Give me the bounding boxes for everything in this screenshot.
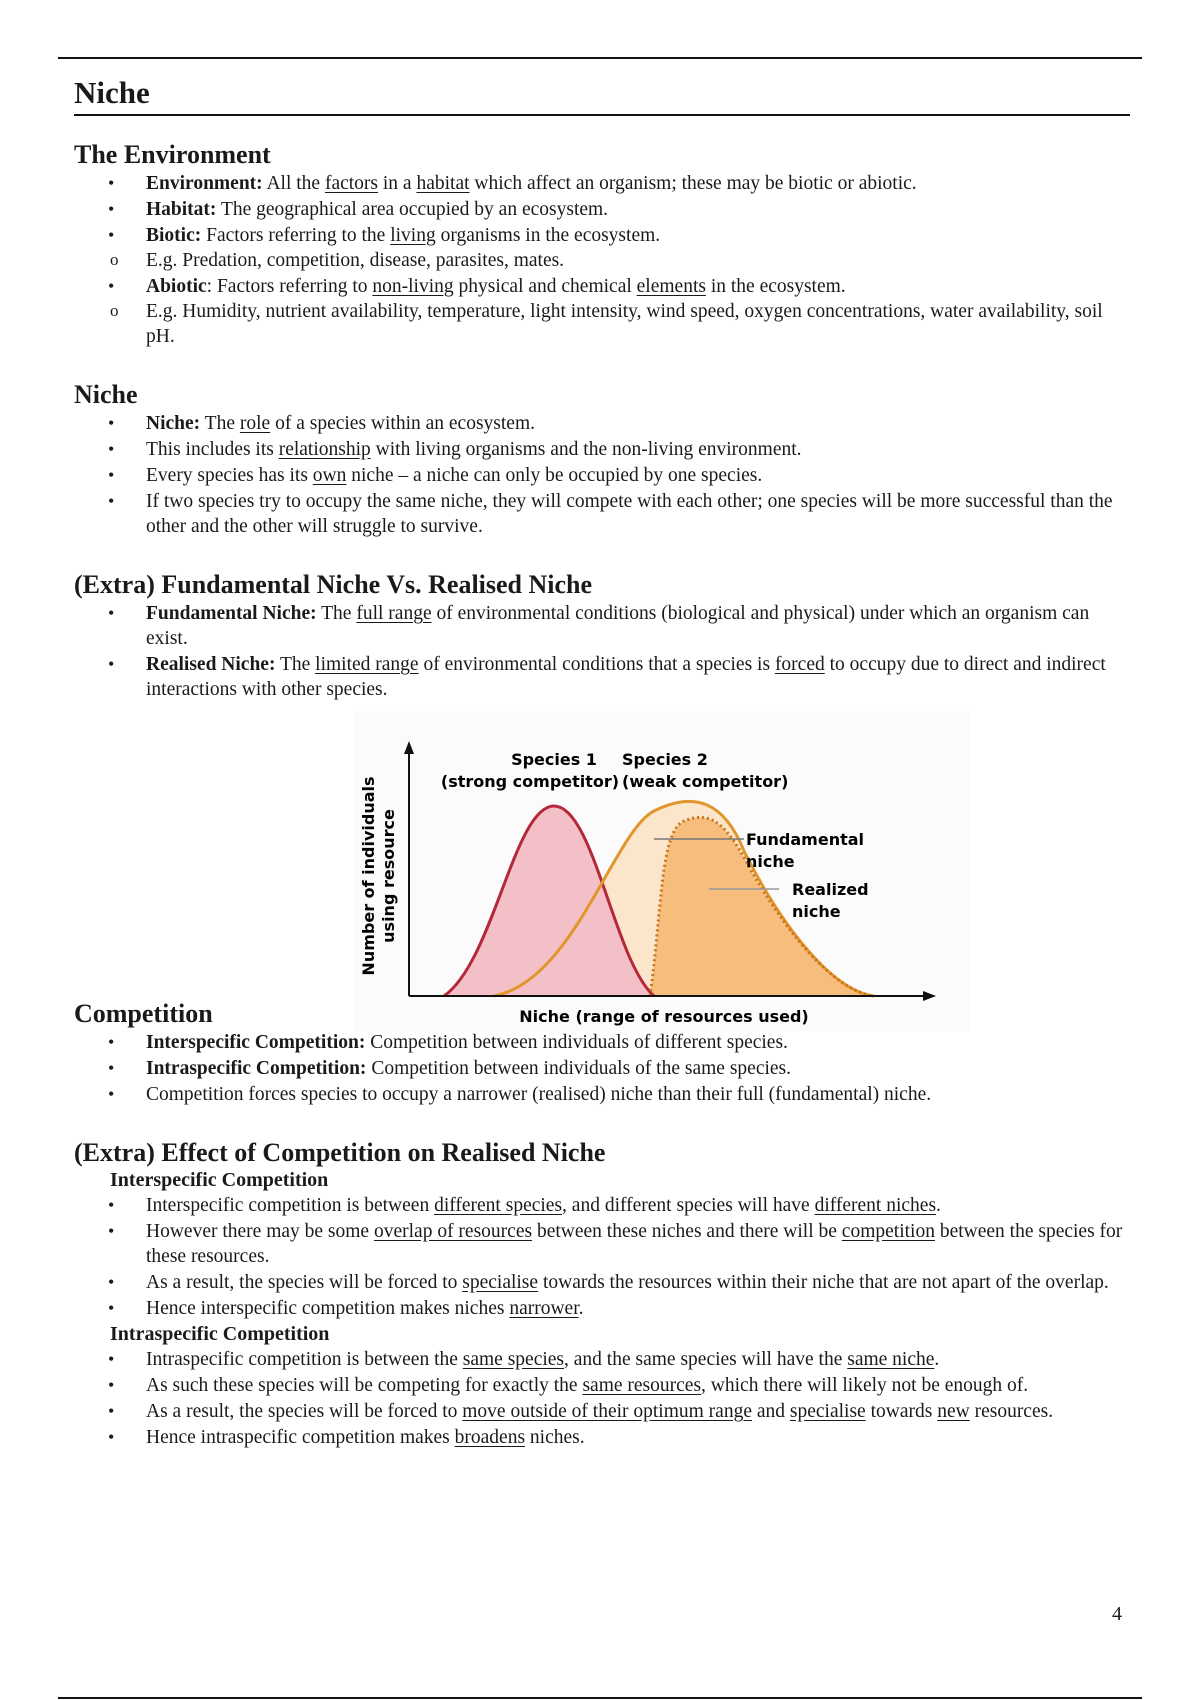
interspecific-list (74, 1193, 1134, 1321)
environment-list (74, 171, 1134, 349)
realized-label: Realized (792, 880, 869, 899)
fundamental-label: Fundamental (746, 830, 865, 849)
species2-sublabel: (weak competitor) (622, 772, 789, 791)
list-item: • Interspecific Competition: Competition between individuals of different species. (74, 1030, 1134, 1055)
niche-chart (354, 711, 970, 1031)
effect-heading: (Extra) Effect of Competition on Realised Niche (74, 1138, 606, 1167)
competition-list (74, 1030, 1134, 1107)
species1-label: Species 1 (511, 750, 597, 769)
fundamental-list (74, 601, 1134, 702)
list-item: • Fundamental Niche: The full range of environmental conditions (biological and physical) under which an organism can exist. (74, 601, 1134, 651)
list-item: • Hence interspecific competition makes niches narrower. (74, 1296, 1134, 1321)
list-item: • Realised Niche: The limited range of environmental conditions that a species is forced to occupy due to direct and indirect interactions with other species. (74, 652, 1134, 702)
list-item: • If two species try to occupy the same niche, they will compete with each other; one species will be more successful than the other and the other will struggle to survive. (74, 489, 1134, 539)
list-item: • This includes its relationship with living organisms and the non-living environment. (74, 437, 1134, 462)
x-axis-label: Niche (range of resources used) (519, 1007, 809, 1026)
list-item: • However there may be some overlap of resources between these niches and there will be competition between the species for these resources. (74, 1219, 1134, 1269)
fundamental-label-2: niche (746, 852, 795, 871)
niche-heading: Niche (74, 380, 138, 409)
environment-heading: The Environment (74, 140, 271, 169)
list-item: • As such these species will be competing for exactly the same resources, which there will likely not be enough of. (74, 1373, 1134, 1398)
list-item: • Environment: All the factors in a habitat which affect an organism; these may be biotic or abiotic. (74, 171, 1134, 196)
y-axis-label-2: using resource (379, 809, 398, 943)
list-item: • Every species has its own niche – a niche can only be occupied by one species. (74, 463, 1134, 488)
niche-chart-svg (354, 711, 970, 1031)
list-item: • Biotic: Factors referring to the living organisms in the ecosystem. o E.g. Predation, competition, disease, parasites, mates. (74, 223, 1134, 273)
fundamental-heading: (Extra) Fundamental Niche Vs. Realised Niche (74, 570, 593, 599)
list-item: • Intraspecific Competition: Competition between individuals of the same species. (74, 1056, 1134, 1081)
sub-list-item: o E.g. Humidity, nutrient availability, temperature, light intensity, wind speed, oxygen concentrations, water availability, soil pH. (74, 299, 1134, 349)
list-item: • Competition forces species to occupy a narrower (realised) niche than their full (fundamental) niche. (74, 1082, 1134, 1107)
interspecific-subheading: Interspecific Competition (110, 1169, 329, 1191)
page-title: Niche (74, 76, 1130, 116)
intraspecific-list (74, 1347, 1134, 1450)
species2-label: Species 2 (622, 750, 708, 769)
sub-list-item: o E.g. Predation, competition, disease, parasites, mates. (74, 248, 1134, 273)
y-axis-arrow (404, 741, 414, 754)
x-axis-arrow (923, 991, 936, 1001)
species1-sublabel: (strong competitor) (440, 772, 620, 791)
list-item: • Abiotic: Factors referring to non-living physical and chemical elements in the ecosystem. o E.g. Humidity, nutrient availability, temperature, light intensity, wind speed, oxygen concentrations, water availability, soil pH. (74, 274, 1134, 349)
top-rule (58, 57, 1142, 59)
realized-label-2: niche (792, 902, 841, 921)
intraspecific-subheading: Intraspecific Competition (110, 1323, 330, 1345)
list-item: • As a result, the species will be forced to move outside of their optimum range and specialise towards new resources. (74, 1399, 1134, 1424)
niche-list (74, 411, 1134, 539)
competition-heading: Competition (74, 999, 213, 1028)
list-item: • As a result, the species will be forced to specialise towards the resources within their niche that are not apart of the overlap. (74, 1270, 1134, 1295)
bottom-rule (58, 1697, 1142, 1699)
document-body (74, 140, 1134, 1451)
y-axis-label: Number of individuals (359, 776, 378, 976)
list-item: • Niche: The role of a species within an ecosystem. (74, 411, 1134, 436)
list-item: • Interspecific competition is between different species, and different species will have different niches. (74, 1193, 1134, 1218)
list-item: • Hence intraspecific competition makes broadens niches. (74, 1425, 1134, 1450)
list-item: • Habitat: The geographical area occupied by an ecosystem. (74, 197, 1134, 222)
list-item: • Intraspecific competition is between the same species, and the same species will have the same niche. (74, 1347, 1134, 1372)
niche-figure-container (74, 703, 1134, 1039)
page-number: 4 (1112, 1603, 1122, 1625)
